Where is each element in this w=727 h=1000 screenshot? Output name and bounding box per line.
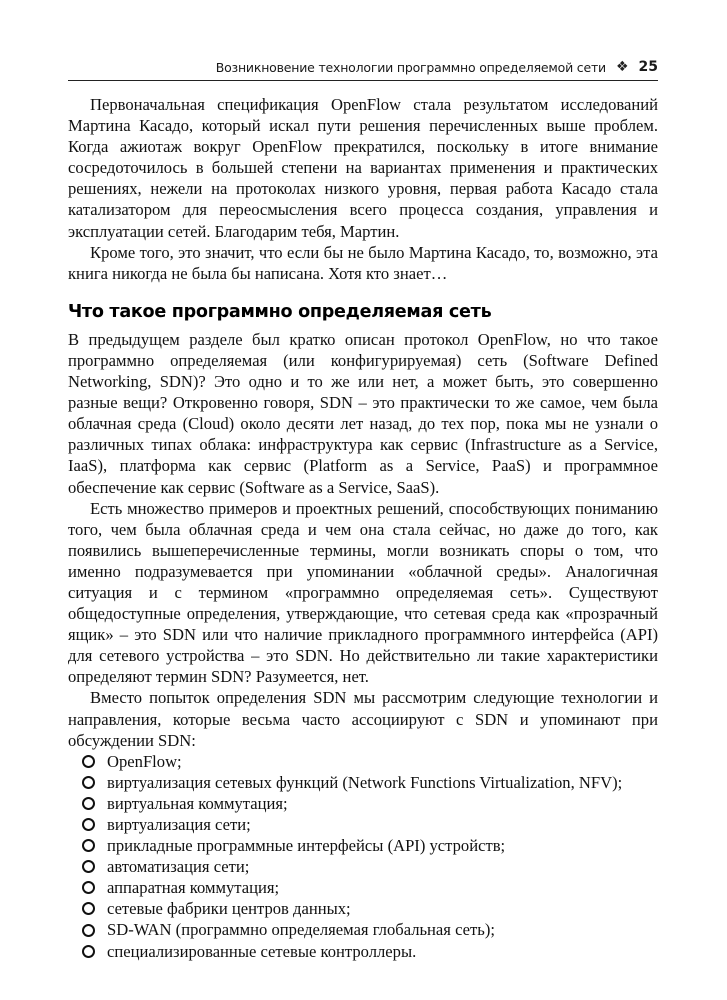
list-item: прикладные программные интерфейсы (API) устройств;: [82, 835, 658, 856]
paragraph: Первоначальная спецификация OpenFlow стала результатом исследований Мартина Касадо, который искал пути решения перечисленных выше проблем. Когда ажиотаж вокруг OpenFlow прекратился, поскольку в итоге внимание сосредоточилось в большей степени на вариантах применения и практических решениях, нежели на протоколах низкого уровня, первая работа Касадо стала катализатором для переосмысления всего процесса создания, управления и эксплуатации сетей. Благодарим тебя, Мартин.: [68, 95, 658, 241]
page-number: 25: [638, 59, 658, 75]
list-item: SD-WAN (программно определяемая глобальная сеть);: [82, 919, 658, 940]
paragraph: Вместо попыток определения SDN мы рассмотрим следующие технологии и направления, которые весьма часто ассоциируют с SDN и упоминают при обсуждении SDN:: [68, 688, 658, 750]
circle-bullet-icon: [82, 945, 95, 958]
paragraph: Кроме того, это значит, что если бы не было Мартина Касадо, то, возможно, эта книга никогда не была бы написана. Хотя кто знает…: [68, 242, 658, 283]
running-header: [68, 56, 658, 78]
technology-list: [68, 751, 658, 962]
circle-bullet-icon: [82, 776, 95, 789]
list-item: специализированные сетевые контроллеры.: [82, 941, 658, 962]
list-item: сетевые фабрики центров данных;: [82, 898, 658, 919]
list-item: виртуализация сети;: [82, 814, 658, 835]
circle-bullet-icon: [82, 924, 95, 937]
section-heading: Что такое программно определяемая сеть: [68, 301, 492, 322]
circle-bullet-icon: [82, 881, 95, 894]
paragraph: В предыдущем разделе был кратко описан протокол OpenFlow, но что такое программно определяемая (или конфигурируемая) сеть (Software Defined Networking, SDN)? Это одно и то же или нет, а может быть, это совершенно разные вещи? Откровенно говоря, SDN – это практически то же самое, чем была облачная среда (Cloud) около десяти лет назад, до тех пор, пока мы не узнали о различных типах облака: инфраструктура как сервис (Infrastructure as a Service, IaaS), платформа как сервис (Platform as a Service, PaaS) и программное обеспечение как сервис (Software as a Service, SaaS).: [68, 329, 658, 497]
list-item: автоматизация сети;: [82, 856, 658, 877]
paragraph: Есть множество примеров и проектных решений, способствующих пониманию того, чем была облачная среда и чем она стала сейчас, но даже до того, как появились вышеперечисленные термины, могли возникать споры о том, что именно подразумевается при упоминании «облачной среды». Аналогичная ситуация и с термином «программно определяемая сеть». Существуют общедоступные определения, утверждающие, что сетевая среда как «прозрачный ящик» – это SDN или что наличие прикладного программного интерфейса (API) для сетевого устройства – это SDN. Но действительно ли такие характеристики определяют термин SDN? Разумеется, нет.: [68, 498, 658, 687]
circle-bullet-icon: [82, 902, 95, 915]
list-item: OpenFlow;: [82, 751, 658, 772]
circle-bullet-icon: [82, 818, 95, 831]
circle-bullet-icon: [82, 860, 95, 873]
list-item: виртуализация сетевых функций (Network Functions Virtualization, NFV);: [82, 772, 658, 793]
list-item: аппаратная коммутация;: [82, 877, 658, 898]
header-rule: [68, 80, 658, 81]
circle-bullet-icon: [82, 797, 95, 810]
list-item: виртуальная коммутация;: [82, 793, 658, 814]
circle-bullet-icon: [82, 839, 95, 852]
ornament-icon: ❖: [615, 59, 629, 75]
running-title: Возникновение технологии программно определяемой сети: [215, 59, 606, 75]
page-body: [68, 94, 658, 962]
circle-bullet-icon: [82, 755, 95, 768]
